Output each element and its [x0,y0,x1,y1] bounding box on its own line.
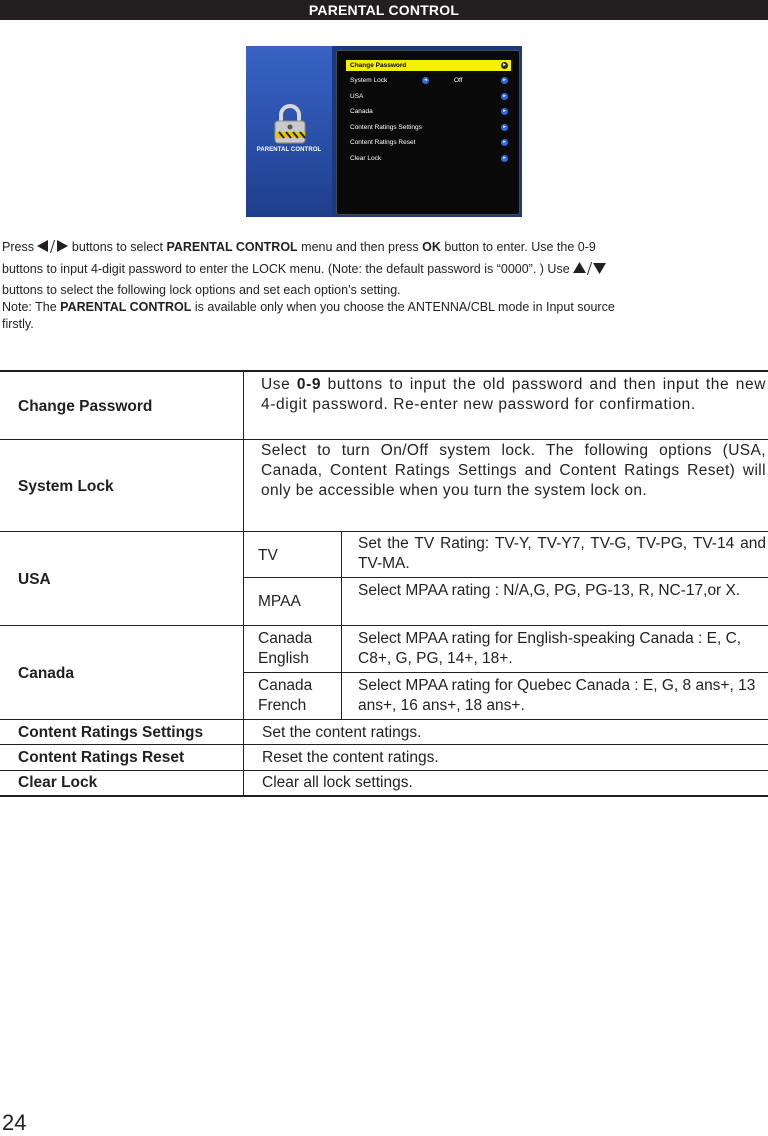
tv-menu-item-canada[interactable] [346,106,511,117]
intro-text: buttons to select [71,240,163,254]
note-bold-text: PARENTAL CONTROL [60,300,192,314]
desc-canada-english: Select MPAA rating for English-speaking Canada : E, C, C8+, G, PG, 14+, 18+. [358,630,742,667]
intro-line-2 [2,262,606,277]
label-clear-lock: Clear Lock [18,774,98,791]
tv-menu-screenshot [246,46,522,217]
note-text: is available only when you choose the ANTENNA/CBL mode in Input source [194,300,615,314]
desc-content-ratings-reset: Reset the content ratings. [262,749,439,766]
label-system-lock: System Lock [18,478,114,495]
desc-bold-text: 0-9 [296,376,322,393]
tv-menu-item-value: Off [454,77,463,84]
chevron-right-icon: ▸ [501,139,508,146]
tv-menu-item-label: Content Ratings Reset [350,139,416,146]
section-header: PARENTAL CONTROL [0,0,768,20]
chevron-right-icon: ▸ [501,77,508,84]
desc-content-ratings-settings: Set the content ratings. [262,724,422,741]
table-rule [243,672,768,673]
tv-left-label: PARENTAL CONTROL [256,147,322,153]
chevron-right-icon: ▸ [501,108,508,115]
right-arrow-icon [56,240,68,252]
up-arrow-icon [573,262,586,274]
desc-clear-lock: Clear all lock settings. [262,774,413,791]
tv-menu-item-label: Change Password [350,62,407,69]
note-text: Note: The [2,300,57,314]
table-rule [0,770,768,771]
slash-separator [50,240,55,253]
slash-separator [587,262,592,275]
chevron-right-icon: ▸ [501,93,508,100]
table-rule [0,531,768,532]
label-usa-mpaa: MPAA [258,593,301,610]
table-rule [0,625,768,626]
tv-left-panel [246,46,332,217]
chevron-right-icon: ▸ [501,124,508,131]
label-change-password: Change Password [18,398,153,415]
intro-text: menu and then press [301,240,419,254]
padlock-icon [272,104,308,144]
chevron-left-icon: ◂ [422,77,429,84]
ok-key-text: OK [422,240,441,254]
left-arrow-icon [37,240,49,252]
tv-menu-item-usa[interactable] [346,91,511,102]
table-rule [0,795,768,797]
label-usa: USA [18,571,51,588]
tv-menu-item-content-ratings-settings[interactable] [346,122,511,133]
intro-line-3: buttons to select the following lock options and set each option’s setting. [2,283,401,297]
tv-menu-item-system-lock[interactable] [346,75,511,86]
table-divider [341,532,342,719]
label-canada-french-2: French [258,697,307,714]
note-line-1 [2,300,615,315]
table-rule [0,719,768,720]
desc-usa-tv: Set the TV Rating: TV-Y, TV-Y7, TV-G, TV-PG, TV-14 and TV-MA. [358,535,766,572]
intro-text: Press [2,240,34,254]
desc-text: buttons to input the old password and then input the new 4-digit password. Re-enter new password for confirmation. [261,376,766,413]
chevron-right-icon: ▸ [501,62,508,69]
tv-menu-item-change-password[interactable] [346,60,511,71]
tv-menu-item-label: Canada [350,108,373,115]
intro-line-1 [2,240,596,255]
tv-menu-panel [336,50,520,215]
table-rule [0,370,768,372]
label-canada-french-1: Canada [258,677,313,694]
tv-menu-item-label: USA [350,93,364,100]
table-rule [243,577,768,578]
label-canada: Canada [18,665,74,682]
label-canada-english-1: Canada [258,630,313,647]
tv-menu-item-content-ratings-reset[interactable] [346,137,511,148]
label-content-ratings-settings: Content Ratings Settings [18,724,204,741]
table-divider [243,370,244,796]
intro-text: button to enter. Use the 0-9 [444,240,596,254]
table-rule [0,439,768,440]
intro-text: buttons to input 4-digit password to enter the LOCK menu. (Note: the default password is “0000”. ) Use [2,262,570,276]
tv-menu-item-label: Clear Lock [350,155,382,162]
desc-usa-mpaa: Select MPAA rating : N/A,G, PG, PG-13, R, NC-17,or X. [358,582,741,599]
label-canada-english-2: English [258,650,309,667]
label-content-ratings-reset: Content Ratings Reset [18,749,185,766]
tv-menu-item-label: Content Ratings Settings [350,124,422,131]
intro-bold-text: PARENTAL CONTROL [166,240,298,254]
label-usa-tv: TV [258,547,278,564]
page-number: 24 [2,1110,27,1135]
down-arrow-icon [593,262,606,274]
desc-text: Use [261,376,291,393]
tv-menu-item-label: System Lock [350,77,388,84]
table-rule [0,744,768,745]
chevron-right-icon: ▸ [501,155,508,162]
desc-canada-french: Select MPAA rating for Quebec Canada : E, G, 8 ans+, 13 ans+, 16 ans+, 18 ans+. [358,677,756,714]
tv-menu-item-clear-lock[interactable] [346,153,511,164]
desc-system-lock: Select to turn On/Off system lock. The following options (USA, Canada, Content Ratings Settings and Content Ratings Reset) will only be accessible when you turn the system lock on. [261,442,766,499]
note-line-2: firstly. [2,317,34,331]
desc-change-password [261,375,766,415]
